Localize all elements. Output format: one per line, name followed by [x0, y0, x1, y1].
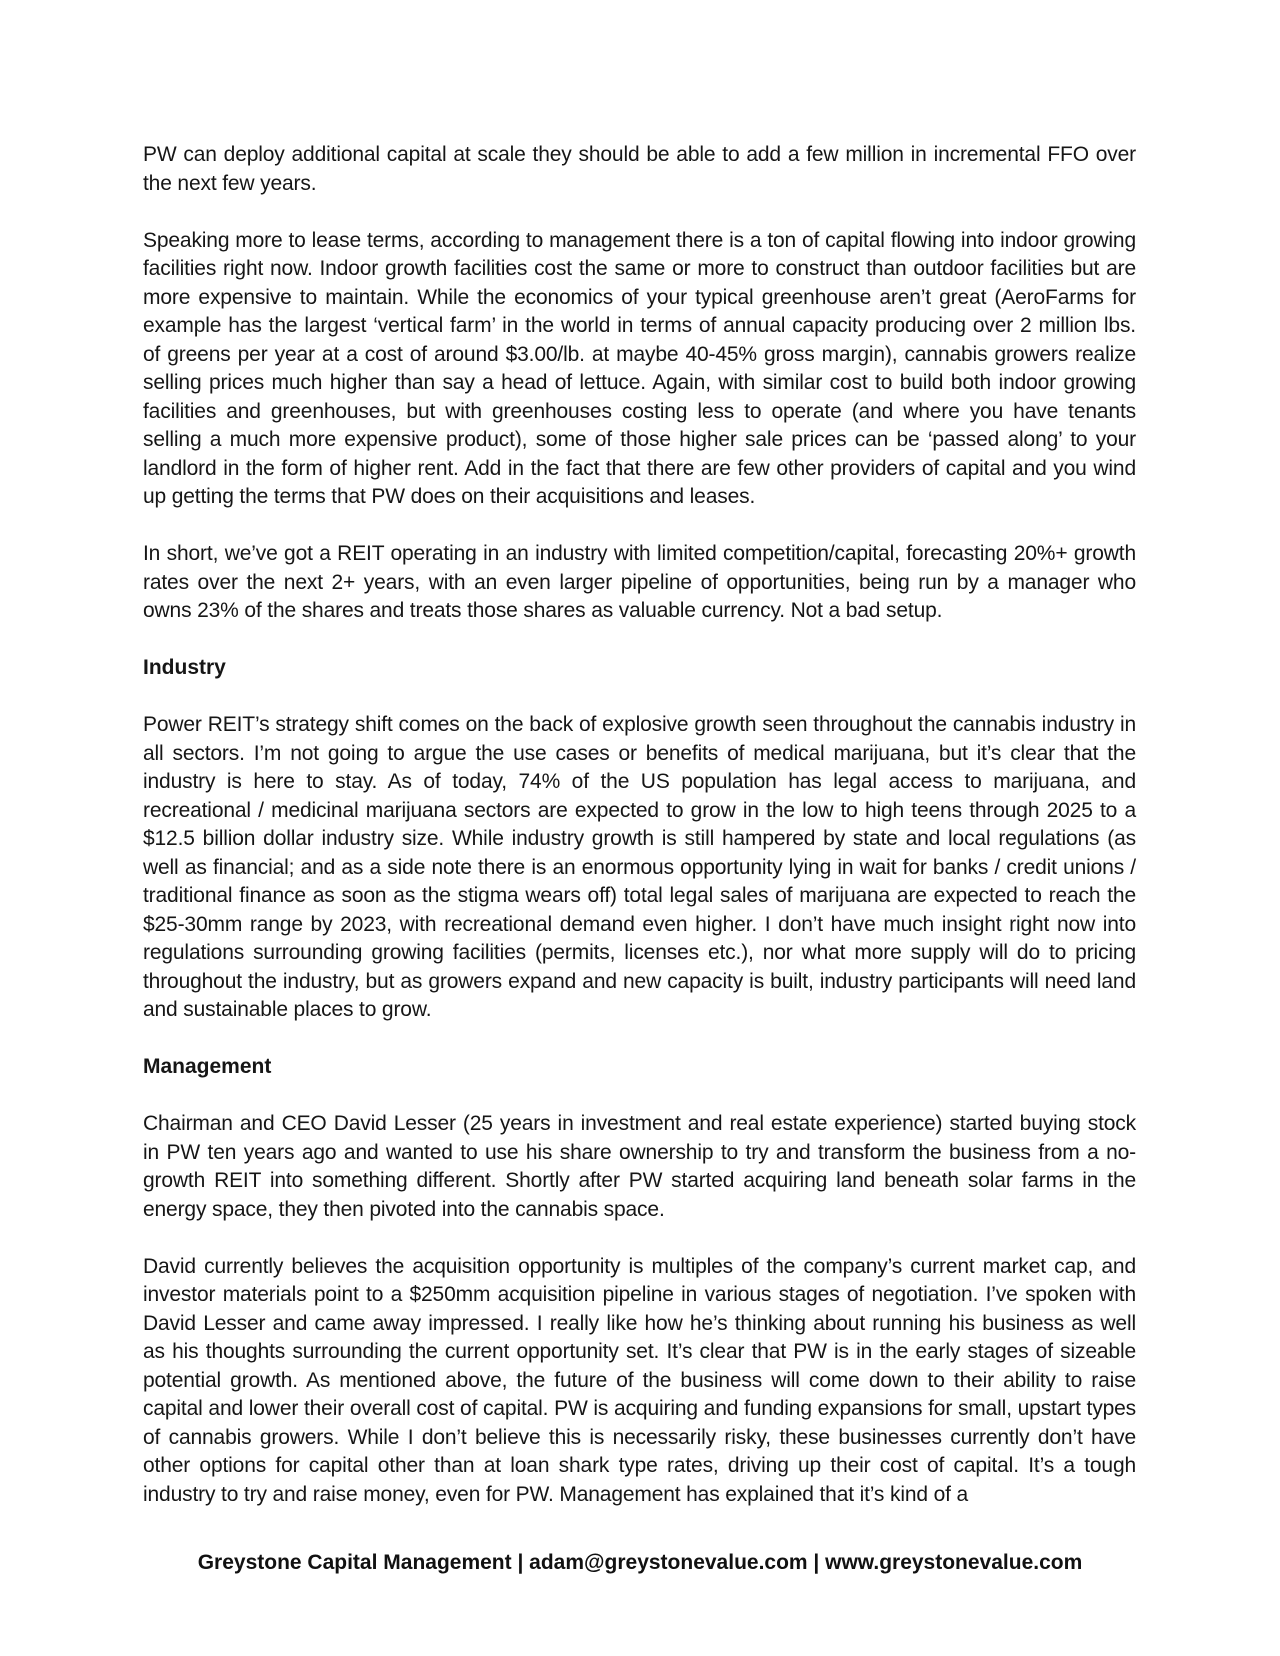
- page-footer: Greystone Capital Management | adam@greystonevalue.com | www.greystonevalue.com: [197, 1551, 1083, 1574]
- document-body: [143, 141, 1136, 1538]
- paragraph-in-short-summary: In short, we’ve got a REIT operating in an industry with limited competition/capital, forecasting 20%+ growth rates over the next 2+ years, with an even larger pipeline of opportunities, being run by a manager who owns 23% of the shares and treats those shares as valuable currency. Not a bad setup.: [143, 542, 1136, 622]
- paragraph-ceo-background: Chairman and CEO David Lesser (25 years in investment and real estate experience) started buying stock in PW ten years ago and wanted to use his share ownership to try and transform the business from a no-growth REIT into something different. Shortly after PW started acquiring land beneath solar farms in the energy space, they then pivoted into the cannabis space.: [143, 1112, 1136, 1221]
- paragraph-acquisition-pipeline: David currently believes the acquisition opportunity is multiples of the company’s current market cap, and investor materials point to a $250mm acquisition pipeline in various stages of negotiation. I’ve spoken with David Lesser and came away impressed. I really like how he’s thinking about running his business as well as his thoughts surrounding the current opportunity set. It’s clear that PW is in the early stages of sizeable potential growth. As mentioned above, the future of the business will come down to their ability to raise capital and lower their overall cost of capital. PW is acquiring and funding expansions for small, upstart types of cannabis growers. While I don’t believe this is necessarily risky, these businesses currently don’t have other options for capital other than at loan shark type rates, driving up their cost of capital. It’s a tough industry to try and raise money, even for PW. Management has explained that it’s kind of a: [143, 1254, 1136, 1506]
- section-heading-management: Management: [143, 1055, 272, 1078]
- paragraph-lease-terms: Speaking more to lease terms, according to management there is a ton of capital flowing into indoor growing facilities right now. Indoor growth facilities cost the same or more to construct than outdoor facilities but are more expensive to maintain. While the economics of your typical greenhouse aren’t great (AeroFarms for example has the largest ‘vertical farm’ in the world in terms of annual capacity producing over 2 million lbs. of greens per year at a cost of around $3.00/lb. at maybe 40-45% gross margin), cannabis growers realize selling prices much higher than say a head of lettuce. Again, with similar cost to build both indoor growing facilities and greenhouses, but with greenhouses costing less to operate (and where you have tenants selling a much more expensive product), some of those higher sale prices can be ‘passed along’ to your landlord in the form of higher rent. Add in the fact that there are few other providers of capital and you wind up getting the terms that PW does on their acquisitions and leases.: [143, 228, 1136, 508]
- paragraph-industry-growth: Power REIT’s strategy shift comes on the back of explosive growth seen throughout the cannabis industry in all sectors. I’m not going to argue the use cases or benefits of medical marijuana, but it’s clear that the industry is here to stay. As of today, 74% of the US population has legal access to marijuana, and recreational / medicinal marijuana sectors are expected to grow in the low to high teens through 2025 to a $12.5 billion dollar industry size. While industry growth is still hampered by state and local regulations (as well as financial; and as a side note there is an enormous opportunity lying in wait for banks / credit unions / traditional finance as soon as the stigma wears off) total legal sales of marijuana are expected to reach the $25-30mm range by 2023, with recreational demand even higher. I don’t have much insight right now into regulations surrounding growing facilities (permits, licenses etc.), nor what more supply will do to pricing throughout the industry, but as growers expand and new capacity is built, industry participants will need land and sustainable places to grow.: [143, 713, 1136, 1021]
- section-heading-industry: Industry: [143, 656, 226, 679]
- paragraph-ffo-deploy: PW can deploy additional capital at scale they should be able to add a few million in incremental FFO over the next few years.: [143, 143, 1136, 195]
